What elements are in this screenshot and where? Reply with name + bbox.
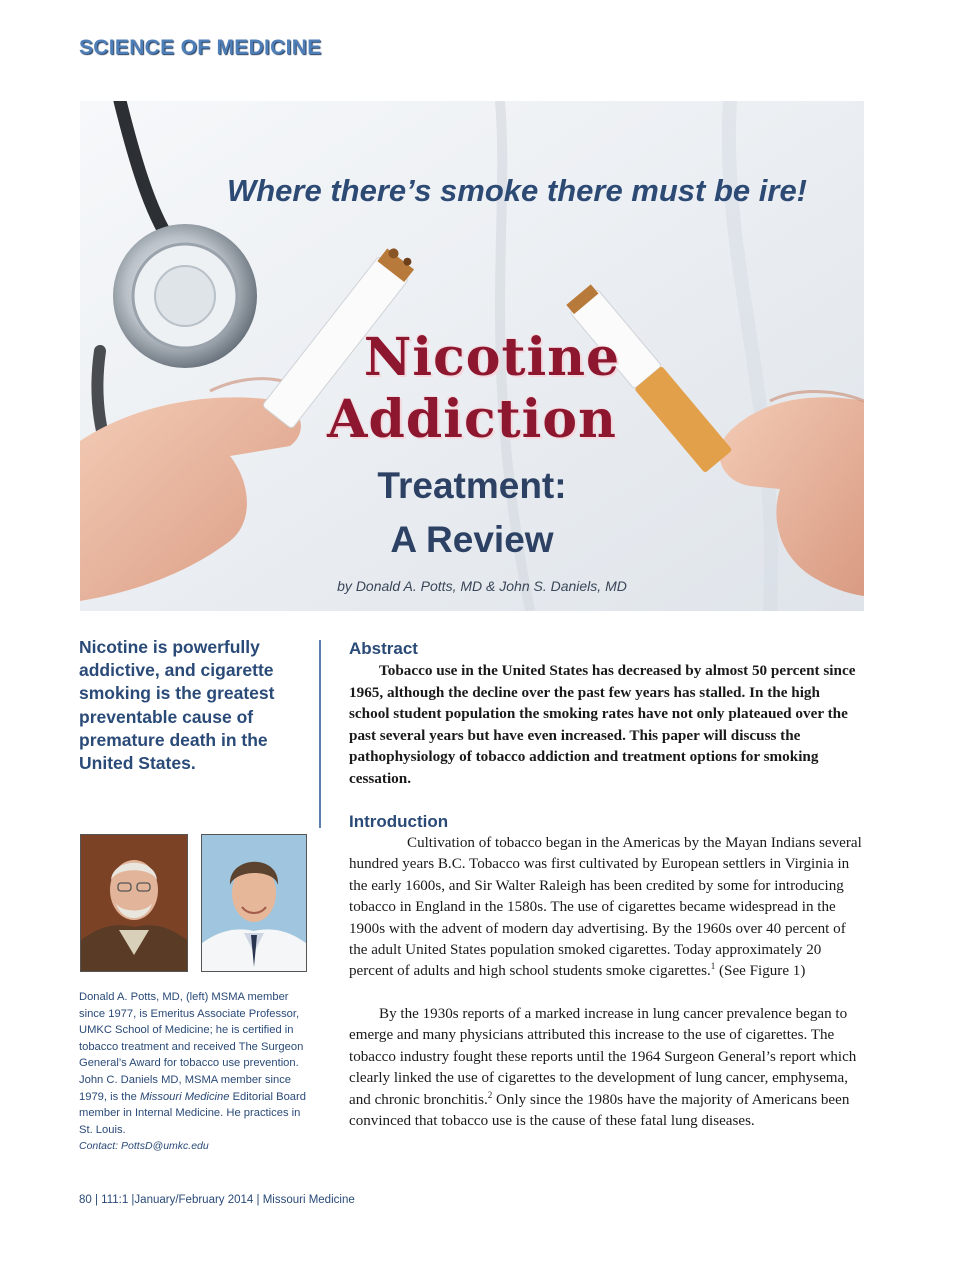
- article-subtitle-line-2: A Review: [390, 519, 554, 560]
- article-title-line-1: Nicotine: [363, 327, 621, 388]
- section-label: SCIENCE OF MEDICINE: [79, 36, 322, 59]
- citation-1: 1: [710, 961, 716, 972]
- introduction-paragraph-2: [349, 1004, 864, 1132]
- bio-text-a: Donald A. Potts, MD, (left) MSMA member since 1977, is Emeritus Associate Professor, UMKC School of Medicine; he is certified in tobacco treatment and received The Surgeon General’s Award for tobacco use prevention. John C. Daniels MD, MSMA member since 1979, is the: [79, 991, 304, 1103]
- byline: by Donald A. Potts, MD & John S. Daniels, MD: [337, 578, 627, 594]
- hero-banner: [80, 101, 864, 611]
- bio-text-b: Editorial Board member in Internal Medicine. He practices in St. Louis.: [79, 1090, 306, 1136]
- pull-quote: Nicotine is powerfully addictive, and cigarette smoking is the greatest preventable cause of premature death in the United States.: [79, 637, 275, 774]
- intro-p1-tail: (See Figure 1): [715, 963, 806, 980]
- column-divider: [319, 640, 321, 828]
- page-footer: 80 | 111:1 |January/February 2014 | Missouri Medicine: [79, 1194, 355, 1206]
- citation-2: 2: [487, 1089, 493, 1100]
- article-subtitle-line-1: Treatment:: [377, 465, 567, 506]
- abstract-heading: Abstract: [349, 639, 418, 658]
- abstract-text: Tobacco use in the United States has decreased by almost 50 percent since 1965, although the decline over the past few years has stalled. In the high school student population the smoking rates have not only plateaued over the past several years but have even increased. This paper will discuss the pathophysiology of tobacco addiction and treatment options for smoking cessation.: [349, 662, 856, 787]
- author-photo-potts: [80, 834, 188, 972]
- bio-journal: Missouri Medicine: [139, 1090, 230, 1103]
- introduction-paragraph-1: [349, 833, 864, 983]
- author-bio: [79, 989, 314, 1155]
- article-title-line-2: Addiction: [327, 389, 617, 450]
- introduction-heading: Introduction: [349, 812, 449, 831]
- intro-p1-text: Cultivation of tobacco began in the Americas by the Mayan Indians several hundred years B.C. Tobacco was first cultivated by European settlers in Virginia in the early 1600s, and Sir Walter Raleigh has been credited by some for introducing tobacco in England in the 1580s. The use of cigarettes became widespread in the 1900s with the advent of modern day advertising. By the 1960s over 40 percent of the adult United States population smoked cigarettes. Today approximately 20 percent of adults and high school students smoke cigarettes.: [349, 835, 862, 980]
- intro-p2-text: By the 1930s reports of a marked increase in lung cancer prevalence began to emerge and many physicians attributed this increase to the use of cigarettes. The tobacco industry fought these reports until the 1964 Surgeon General’s report which clearly linked the use of cigarettes to the development of lung cancer, emphysema, and chronic bronchitis.: [349, 1006, 857, 1108]
- author-photo-daniels: [201, 834, 307, 972]
- bio-contact: Contact: PottsD@umkc.edu: [79, 1140, 209, 1153]
- hero-tagline: Where there’s smoke there must be ire!: [226, 173, 808, 208]
- intro-p2-tail: Only since the 1980s have the majority of Americans been convinced that tobacco use is the cause of these fatal lung diseases.: [349, 1091, 850, 1130]
